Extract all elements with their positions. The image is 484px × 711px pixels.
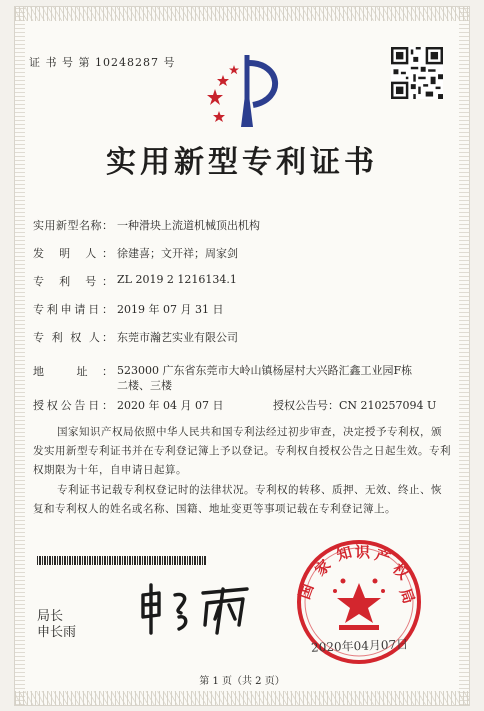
svg-text:识: 识 [355,543,371,561]
decorative-border-left [15,7,25,705]
decorative-border-bottom [15,691,469,705]
svg-text:产: 产 [372,545,393,568]
svg-text:国: 国 [295,581,318,602]
director-name: 申长雨 [37,625,77,640]
publication-date-row: 授权公告日： 2020 年 04 月 07 日 [33,399,224,412]
application-date-row: 专利申请日： 2019 年 07 月 31 日 [33,303,224,316]
barcode-icon [37,556,207,565]
handwritten-signature [135,581,265,637]
address-row: 地 址： 523000 广东省东莞市大岭山镇杨屋村大兴路汇鑫工业园F栋二楼、三楼 [33,364,413,392]
certificate-title: 实用新型专利证书 [106,145,378,180]
decorative-border-right [459,7,469,705]
svg-text:权: 权 [389,559,413,584]
publication-number: 授权公告号：CN 210257094 U [273,399,437,412]
decorative-border-top [15,7,469,21]
svg-text:家: 家 [311,556,335,580]
seal-date: 2020年04月07日 [310,637,409,655]
certificate-number: 证 书 号 第 10248287 号 [29,56,176,69]
utility-model-name-row: 实用新型名称： 一种滑块上流道机械顶出机构 [33,219,260,232]
patent-number-row: 专 利 号： ZL 2019 2 1216134.1 [33,273,237,288]
certificate-paragraph-1: 国家知识产权局依照中华人民共和国专利法经过初步审查，决定授予专利权，颁发实用新型专利证书并在专利登记簿上予以登记。专利权自授权公告之日起生效。专利权期限为十年，自申请日起算。 [33,426,451,476]
page-number: 第 1 页（共 2 页） [199,676,285,687]
director-title: 局长 [37,609,64,624]
patentee-row: 专 利 权 人： 东莞市瀚艺实业有限公司 [33,331,238,344]
svg-text:局: 局 [396,585,419,607]
cnipa-logo-icon [201,49,293,129]
certificate-page [14,6,470,706]
certificate-paragraph-2: 专利证书记载专利权登记时的法律状况。专利权的转移、质押、无效、终止、恢复和专利权人的姓名或名称、国籍、地址变更等事项记载在专利登记簿上。 [33,484,442,515]
inventor-row: 发 明 人： 徐建喜；文开祥；周家剑 [33,247,238,260]
qr-code-icon [391,47,443,99]
svg-text:知: 知 [334,543,354,565]
